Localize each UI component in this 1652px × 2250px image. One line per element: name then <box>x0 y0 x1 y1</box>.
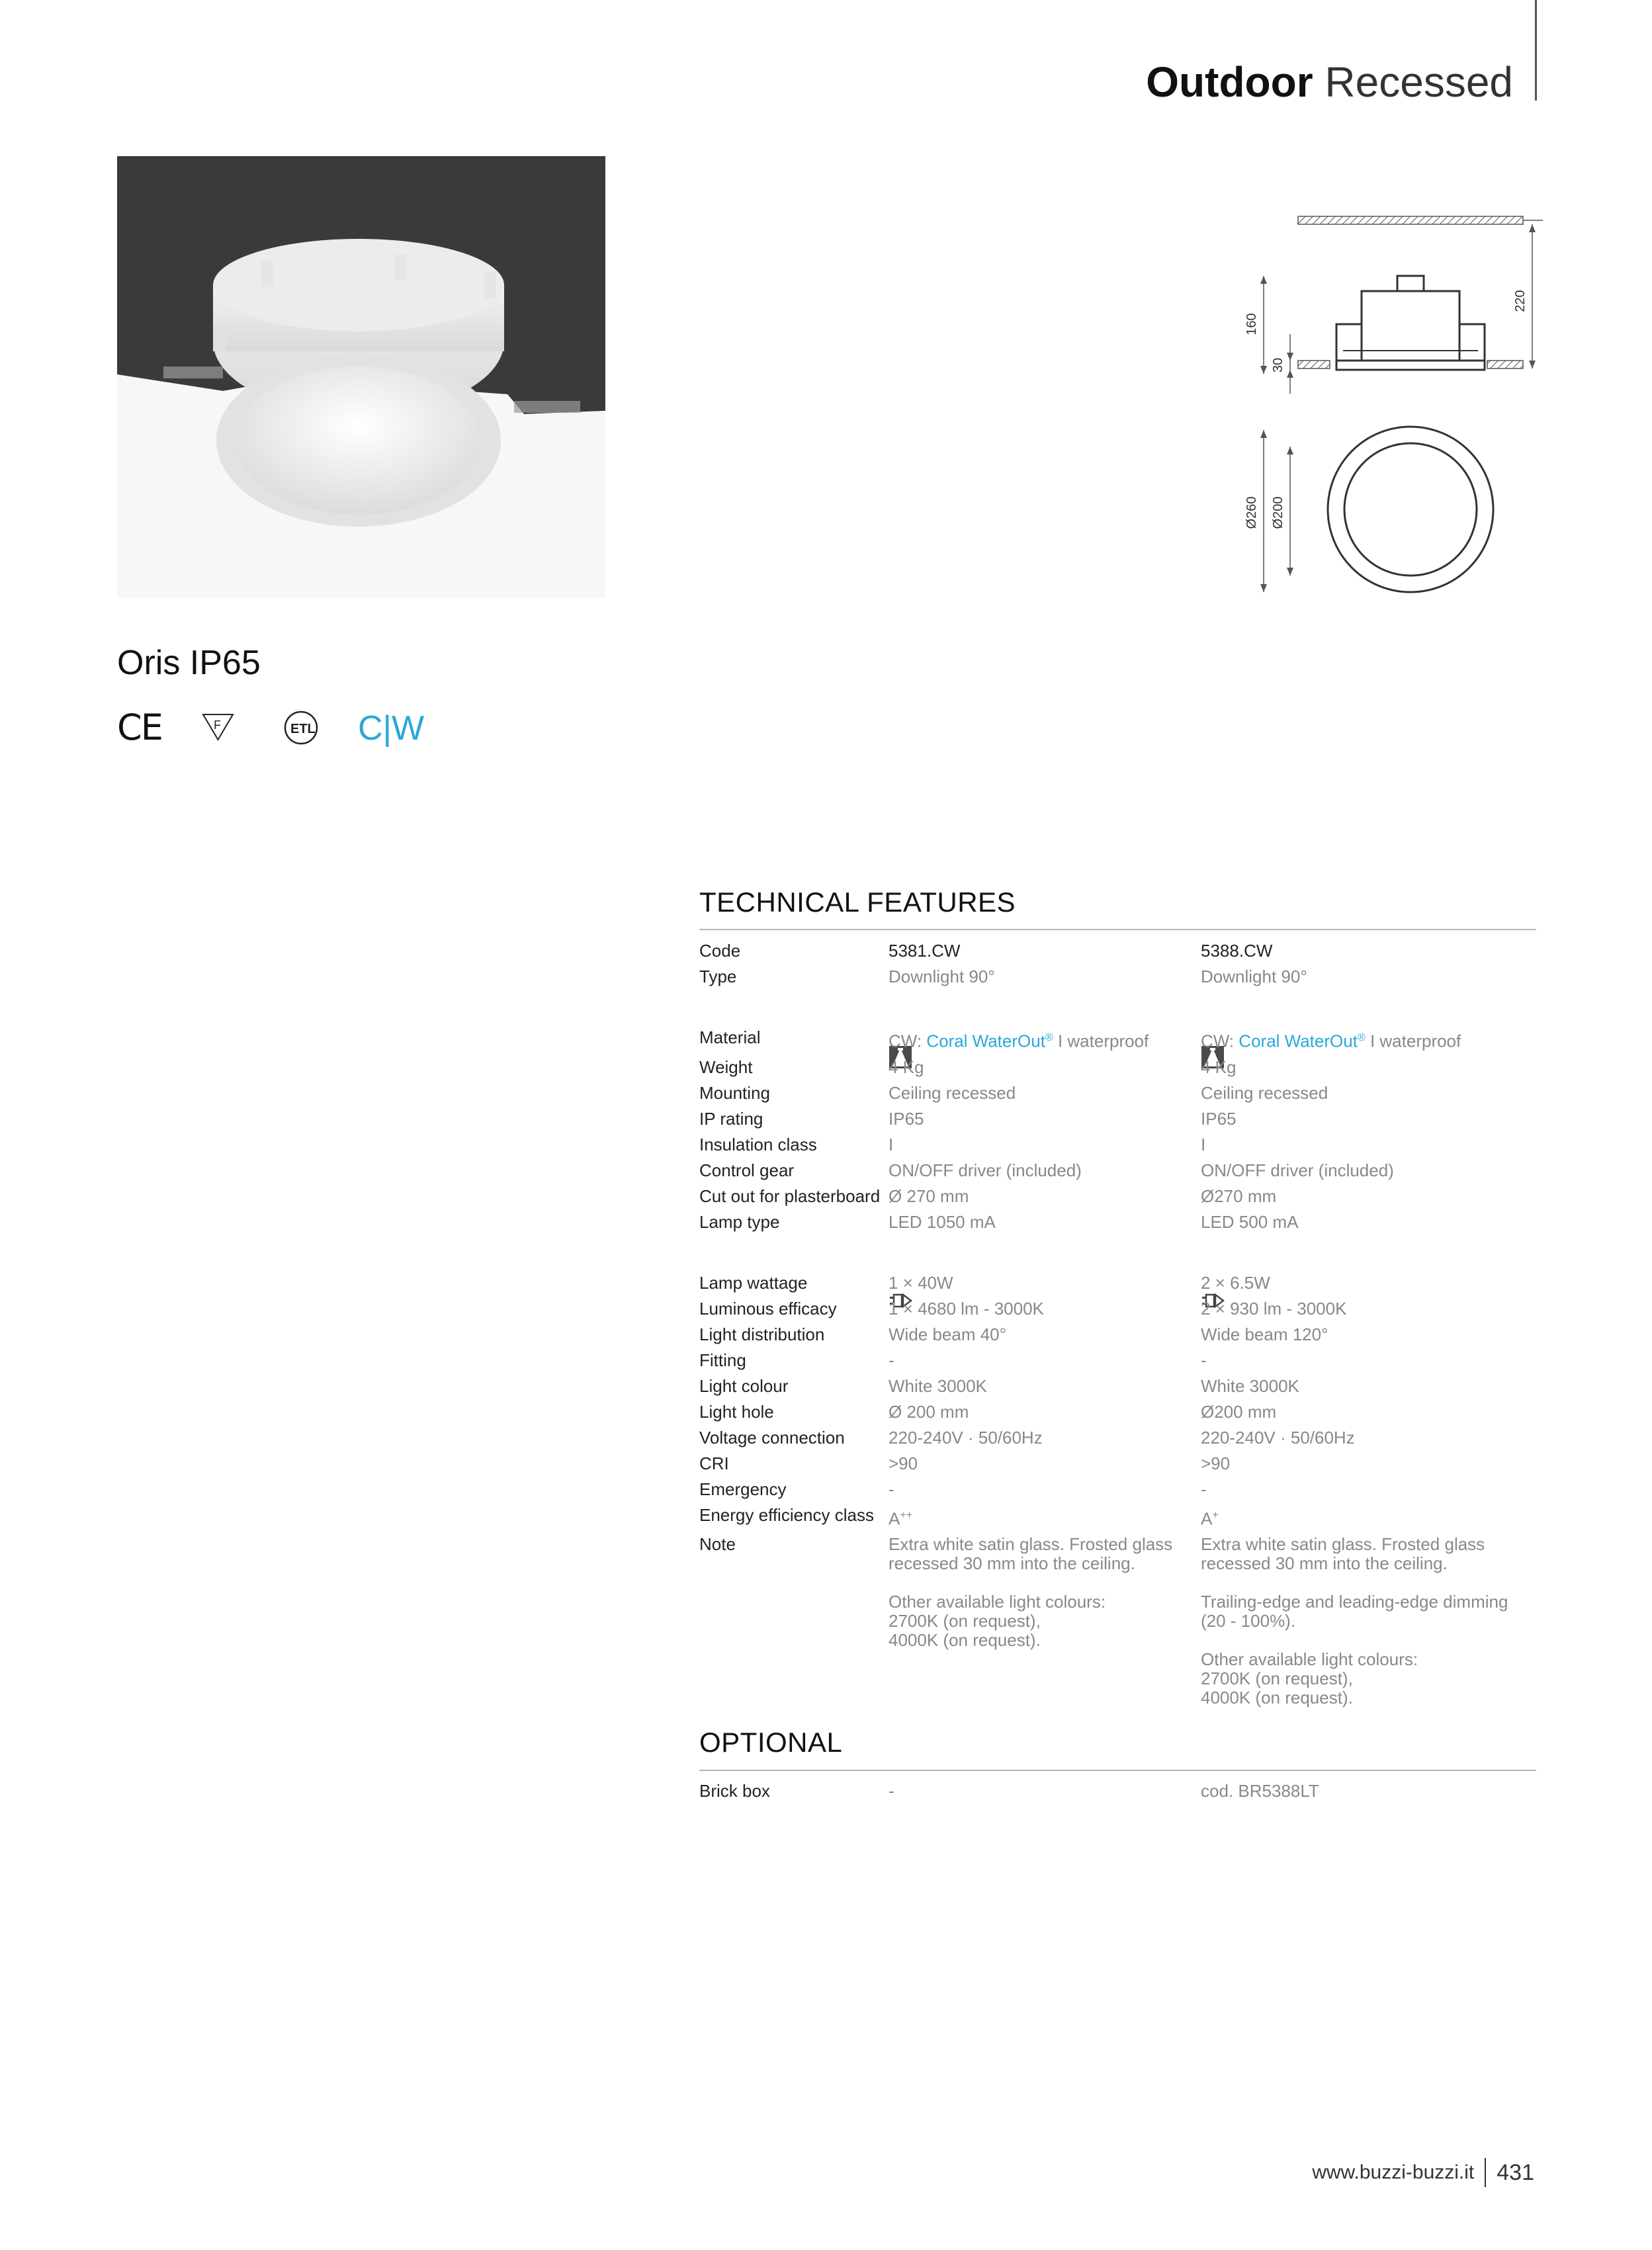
cw-coral-waterout-icon <box>358 709 424 748</box>
row-label: Luminous efficacy <box>699 1298 837 1319</box>
table-row <box>699 1502 1536 1532</box>
page-category <box>1146 58 1513 106</box>
ip-rating-b: IP65 <box>1201 1108 1237 1129</box>
weight-b: 4 Kg <box>1201 1057 1237 1077</box>
f-mark-icon <box>203 714 233 740</box>
insulation-a: I <box>889 1134 894 1154</box>
table-row <box>699 1132 1536 1158</box>
page-number: 431 <box>1497 2159 1534 2185</box>
light-hole-a: Ø 200 mm <box>889 1401 969 1422</box>
table-row <box>699 1270 1536 1296</box>
table-row <box>699 1348 1536 1373</box>
ce-mark-icon <box>117 707 162 748</box>
row-label: Emergency <box>699 1479 787 1499</box>
cri-b: >90 <box>1201 1453 1231 1473</box>
mounting-a: Ceiling recessed <box>889 1082 1016 1103</box>
optional-divider <box>699 1770 1536 1771</box>
voltage-a: 220-240V · 50/60Hz <box>889 1427 1043 1448</box>
note-b: Extra white satin glass. Frosted glass recessed 30 mm into the ceiling. Trailing-edge and leading-edge dimming (20 - 100%). Other available light colours: 2700K (on request), 4000K (on request). <box>1201 1534 1508 1708</box>
control-gear-a: ON/OFF driver (included) <box>889 1160 1082 1180</box>
side-section-drawing <box>1237 202 1555 394</box>
table-row <box>699 1451 1536 1477</box>
cri-a: >90 <box>889 1453 918 1473</box>
row-label: Voltage connection <box>699 1427 845 1448</box>
technical-features-divider <box>699 929 1536 930</box>
dim-diameter-260: Ø260 <box>1244 496 1259 529</box>
table-row <box>699 1055 1536 1080</box>
row-label: Light distribution <box>699 1324 825 1344</box>
code-b: 5388.CW <box>1201 941 1273 961</box>
brick-box-b: cod. BR5388LT <box>1201 1781 1319 1801</box>
row-label: Lamp type <box>699 1211 780 1232</box>
energy-class-a: A++ <box>889 1508 913 1529</box>
table-row <box>699 1322 1536 1348</box>
top-view-drawing <box>1237 413 1555 612</box>
svg-text:CE: CE <box>117 707 162 748</box>
energy-class-b: A+ <box>1201 1508 1219 1529</box>
row-label: CRI <box>699 1453 729 1473</box>
optional-table <box>699 1778 1536 1804</box>
voltage-b: 220-240V · 50/60Hz <box>1201 1427 1355 1448</box>
category-light: Recessed <box>1325 58 1513 106</box>
page-footer <box>1312 2158 1534 2187</box>
brick-box-a: - <box>889 1781 894 1801</box>
row-label: IP rating <box>699 1108 763 1129</box>
control-gear-b: ON/OFF driver (included) <box>1201 1160 1394 1180</box>
table-row <box>699 1106 1536 1132</box>
lamp-type-b: LED 500 mA <box>1201 1211 1299 1232</box>
product-name: Oris IP65 <box>117 644 261 682</box>
row-label: Note <box>699 1534 736 1555</box>
material-b: CW: Coral WaterOut® I waterproof <box>1201 1031 1461 1051</box>
dim-220: 220 <box>1513 290 1528 312</box>
table-row <box>699 1532 1536 1708</box>
table-row <box>699 1477 1536 1502</box>
row-label: Fitting <box>699 1350 746 1370</box>
row-label: Light hole <box>699 1401 774 1422</box>
table-row <box>699 964 1536 990</box>
svg-text:C|W: C|W <box>358 709 425 748</box>
weight-a: 4 Kg <box>889 1057 924 1077</box>
fitting-a: - <box>889 1350 894 1370</box>
row-label: Material <box>699 1027 761 1047</box>
ip-rating-a: IP65 <box>889 1108 924 1129</box>
dim-160: 160 <box>1244 313 1259 335</box>
type-a: Downlight 90° <box>889 967 995 986</box>
row-label: Brick box <box>699 1781 770 1801</box>
certification-marks <box>117 707 425 748</box>
row-label: Code <box>699 941 741 961</box>
light-colour-b: White 3000K <box>1201 1375 1299 1396</box>
row-label: Light colour <box>699 1375 789 1396</box>
type-b: Downlight 90° <box>1201 967 1307 986</box>
luminous-efficacy-a: 1 × 4680 lm - 3000K <box>889 1298 1044 1319</box>
table-row <box>699 1025 1536 1055</box>
table-row <box>699 1399 1536 1425</box>
table-row <box>699 1373 1536 1399</box>
material-a: CW: Coral WaterOut® I waterproof <box>889 1031 1149 1051</box>
category-bold: Outdoor <box>1146 58 1313 106</box>
dim-diameter-200: Ø200 <box>1271 496 1285 529</box>
etl-listed-icon <box>285 712 317 744</box>
header-divider <box>1535 0 1537 101</box>
lamp-type-a: LED 1050 mA <box>889 1211 996 1232</box>
emergency-a: - <box>889 1479 894 1499</box>
row-label: Cut out for plasterboard <box>699 1186 881 1206</box>
table-row <box>699 1425 1536 1451</box>
table-row <box>699 1235 1536 1270</box>
dim-30: 30 <box>1271 357 1285 373</box>
svg-text:ETL: ETL <box>290 722 316 736</box>
technical-features-title: TECHNICAL FEATURES <box>699 887 1016 918</box>
light-distribution-b: Wide beam 120° <box>1201 1324 1328 1344</box>
mounting-b: Ceiling recessed <box>1201 1082 1328 1103</box>
svg-text:F: F <box>214 718 221 732</box>
row-label: Type <box>699 967 737 986</box>
code-a: 5381.CW <box>889 941 961 961</box>
light-hole-b: Ø200 mm <box>1201 1401 1277 1422</box>
note-a: Extra white satin glass. Frosted glass recessed 30 mm into the ceiling. Other available light colours: 2700K (on request), 4000K (on request). <box>889 1534 1173 1651</box>
row-label: Lamp wattage <box>699 1272 808 1293</box>
optional-title: OPTIONAL <box>699 1727 843 1758</box>
technical-features-table <box>699 938 1536 1708</box>
table-row <box>699 990 1536 1025</box>
cutout-a: Ø 270 mm <box>889 1186 969 1206</box>
row-label: Mounting <box>699 1082 770 1103</box>
row-label: Control gear <box>699 1160 795 1180</box>
table-row <box>699 1778 1536 1804</box>
row-label: Energy efficiency class <box>699 1504 874 1525</box>
fitting-b: - <box>1201 1350 1207 1370</box>
product-photo <box>117 156 605 598</box>
row-label: Insulation class <box>699 1134 817 1154</box>
lamp-wattage-a: 1 × 40W <box>889 1272 953 1293</box>
insulation-b: I <box>1201 1134 1206 1154</box>
table-row <box>699 1158 1536 1184</box>
row-label: Weight <box>699 1057 753 1077</box>
light-distribution-a: Wide beam 40° <box>889 1324 1007 1344</box>
emergency-b: - <box>1201 1479 1207 1499</box>
footer-divider <box>1485 2158 1486 2187</box>
table-row <box>699 1296 1536 1322</box>
cutout-b: Ø270 mm <box>1201 1186 1277 1206</box>
table-row <box>699 1080 1536 1106</box>
table-row <box>699 1184 1536 1209</box>
table-row <box>699 938 1536 964</box>
luminous-efficacy-b: 2 × 930 lm - 3000K <box>1201 1298 1347 1319</box>
website-link[interactable]: www.buzzi-buzzi.it <box>1312 2161 1475 2183</box>
light-colour-a: White 3000K <box>889 1375 987 1396</box>
table-row <box>699 1209 1536 1235</box>
lamp-wattage-b: 2 × 6.5W <box>1201 1272 1270 1293</box>
